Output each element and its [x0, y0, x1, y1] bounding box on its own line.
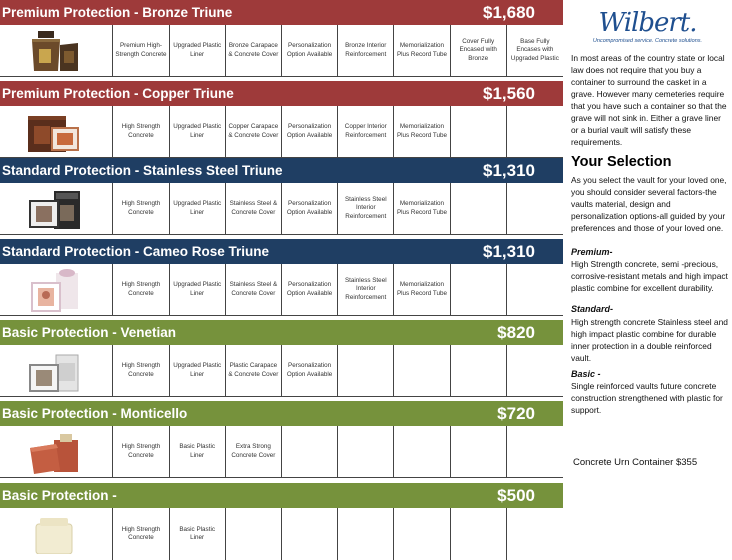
product-header: [0, 0, 563, 25]
product-bronze-triune: [0, 0, 563, 77]
basic-text: Single reinforced vaults future concrete construction strengthened with plastic for support.: [571, 381, 723, 415]
feature-cell: High Strength Concrete: [113, 508, 169, 560]
feature-row: [0, 345, 563, 397]
product-price: $820: [497, 322, 535, 342]
feature-cell: High Strength Concrete: [113, 264, 169, 315]
monticello-urn-icon: [26, 430, 86, 476]
product-image-cell: [0, 264, 113, 315]
standard-text: High strength concrete Stainless steel and high impact plastic combine for durable inner protection in a double reinforced vault.: [571, 317, 728, 363]
feature-cell: [394, 508, 450, 560]
product-title: Standard Protection - Cameo Rose Triune: [2, 244, 270, 259]
product-image-cell: [0, 25, 113, 76]
feature-cell: Personalization Option Available: [282, 183, 338, 234]
feature-cell: [451, 106, 507, 157]
product-price: $500: [497, 485, 535, 505]
feature-cell: [507, 106, 563, 157]
feature-row: [0, 25, 563, 77]
premium-label: Premium-: [571, 247, 613, 257]
feature-cell: Memorialization Plus Record Tube: [394, 106, 450, 157]
basic-label: Basic -: [571, 369, 601, 379]
product-header: [0, 239, 563, 264]
feature-cell: Stainless Steel & Concrete Cover: [226, 264, 282, 315]
product-title: Premium Protection - Copper Triune: [2, 86, 234, 101]
feature-cell: High Strength Concrete: [113, 345, 169, 396]
feature-cell: [394, 345, 450, 396]
feature-cell: Stainless Steel Interior Reinforcement: [338, 183, 394, 234]
product-title: Basic Protection - Monticello: [2, 406, 188, 421]
selection-text: As you select the vault for your loved one, you should consider several factors-the vaults material, design and personalization options-all guided by your preferences and those of your loved one.: [571, 175, 727, 233]
feature-cell: [451, 264, 507, 315]
feature-cell: Personalization Option Available: [282, 106, 338, 157]
feature-cell: [507, 183, 563, 234]
product-basic: [0, 483, 563, 560]
product-image-cell: [0, 426, 113, 477]
feature-cell: Personalization Option Available: [282, 25, 338, 76]
feature-row: [0, 264, 563, 316]
wilbert-logo: Wilbert.: [598, 8, 697, 38]
feature-cell: Cover Fully Encased with Bronze: [451, 25, 507, 76]
feature-cell: [282, 508, 338, 560]
product-monticello: [0, 401, 563, 478]
urn-container-price: Concrete Urn Container $355: [573, 457, 698, 468]
stainless-urn-icon: [26, 187, 86, 233]
product-price: $1,310: [483, 241, 535, 261]
feature-cell: Memorialization Plus Record Tube: [394, 264, 450, 315]
premium-text: High Strength concrete, semi -precious, corrosive-resistant metals and high impact plastic combine for excellent durability.: [571, 259, 728, 293]
basic-urn-icon: [28, 514, 88, 554]
product-title: Premium Protection - Bronze Triune: [2, 5, 233, 20]
feature-cell: Copper Carapace & Concrete Cover: [226, 106, 282, 157]
feature-cell: Personalization Option Available: [282, 264, 338, 315]
feature-cell: [451, 345, 507, 396]
feature-cell: [451, 508, 507, 560]
feature-cell: [451, 183, 507, 234]
feature-cell: High Strength Concrete: [113, 426, 169, 477]
feature-cell: High Strength Concrete: [113, 183, 169, 234]
product-image-cell: [0, 106, 113, 157]
feature-cell: Plastic Carapace & Concrete Cover: [226, 345, 282, 396]
feature-cell: Upgraded Plastic Liner: [170, 183, 226, 234]
product-header: [0, 158, 563, 183]
feature-cell: Upgraded Plastic Liner: [170, 345, 226, 396]
feature-cell: [507, 345, 563, 396]
feature-cell: [282, 426, 338, 477]
feature-row: [0, 508, 563, 560]
feature-cell: Copper Interior Reinforcement: [338, 106, 394, 157]
feature-cell: [394, 426, 450, 477]
feature-cell: Basic Plastic Liner: [170, 426, 226, 477]
feature-row: [0, 183, 563, 235]
product-image-cell: [0, 183, 113, 234]
product-title: Basic Protection -: [2, 488, 117, 503]
feature-cell: Upgraded Plastic Liner: [170, 264, 226, 315]
product-header: [0, 81, 563, 106]
feature-cell: Stainless Steel & Concrete Cover: [226, 183, 282, 234]
feature-cell: Bronze Interior Reinforcement: [338, 25, 394, 76]
product-venetian: [0, 320, 563, 397]
product-copper-triune: [0, 81, 563, 158]
product-header: [0, 483, 563, 508]
feature-cell: [338, 508, 394, 560]
product-price: $720: [497, 403, 535, 423]
venetian-urn-icon: [26, 349, 86, 395]
product-image-cell: [0, 345, 113, 396]
feature-cell: [338, 426, 394, 477]
feature-cell: Personalization Option Available: [282, 345, 338, 396]
product-stainless-steel-triune: [0, 158, 563, 235]
feature-cell: Upgraded Plastic Liner: [170, 25, 226, 76]
copper-urn-icon: [22, 110, 86, 156]
cameo-rose-urn-icon: [26, 267, 86, 315]
product-title: Standard Protection - Stainless Steel Triune: [2, 163, 283, 178]
product-header: [0, 401, 563, 426]
feature-cell: [226, 508, 282, 560]
feature-row: [0, 426, 563, 478]
product-title: Basic Protection - Venetian: [2, 325, 177, 340]
feature-row: [0, 106, 563, 158]
feature-cell: High Strength Concrete: [113, 106, 169, 157]
feature-cell: Premium High-Strength Concrete: [113, 25, 169, 76]
intro-text: In most areas of the country state or local law does not require that you buy a container to surround the casket in a grave. However many cemeteries require that you have such a container so that the grave will not sink in. Either a grave liner or a burial vault will satisfy these requirements.: [571, 53, 727, 147]
feature-cell: [507, 508, 563, 560]
product-cameo-rose-triune: [0, 239, 563, 316]
product-image-cell: [0, 508, 113, 560]
info-sidebar: [563, 0, 732, 549]
product-price: $1,560: [483, 83, 535, 103]
product-price: $1,680: [483, 2, 535, 22]
feature-cell: Stainless Steel Interior Reinforcement: [338, 264, 394, 315]
product-header: [0, 320, 563, 345]
feature-cell: [507, 264, 563, 315]
feature-cell: Basic Plastic Liner: [170, 508, 226, 560]
feature-cell: Memorialization Plus Record Tube: [394, 183, 450, 234]
feature-cell: [451, 426, 507, 477]
feature-cell: [507, 426, 563, 477]
feature-cell: Extra Strong Concrete Cover: [226, 426, 282, 477]
feature-cell: [338, 345, 394, 396]
bronze-urn-icon: [24, 29, 84, 75]
logo-tagline: Uncompromised service. Concrete solutions.: [592, 38, 703, 44]
product-price: $1,310: [483, 160, 535, 180]
standard-label: Standard-: [571, 304, 614, 314]
selection-title: Your Selection: [571, 154, 672, 170]
feature-cell: Upgraded Plastic Liner: [170, 106, 226, 157]
feature-cell: Memorialization Plus Record Tube: [394, 25, 450, 76]
feature-cell: Base Fully Encases with Upgraded Plastic: [510, 37, 559, 62]
feature-cell: Bronze Carapace & Concrete Cover: [226, 25, 282, 76]
